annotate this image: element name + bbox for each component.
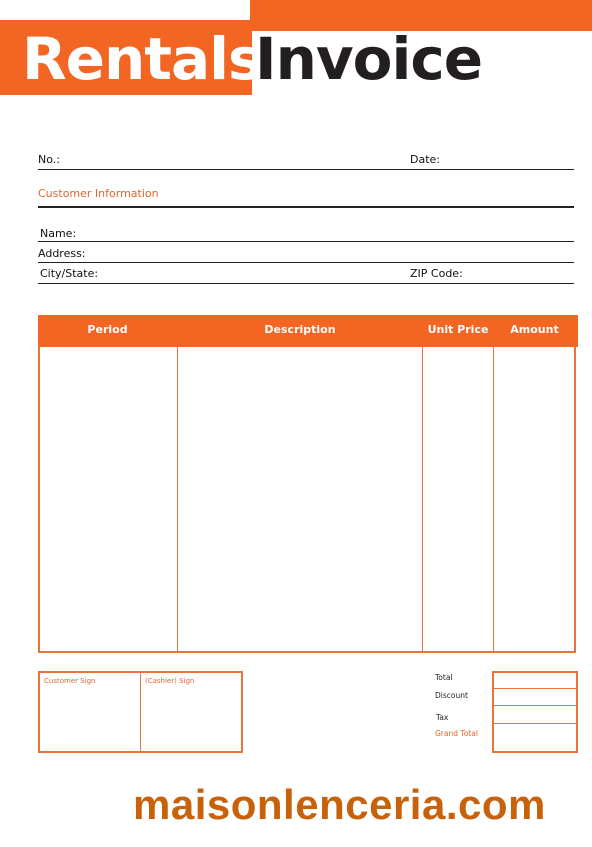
city-state-label: City/State:	[40, 267, 99, 280]
customer-info-divider	[38, 206, 574, 208]
customer-sign-area[interactable]	[41, 688, 138, 750]
title-rentals: Rentals	[22, 25, 262, 93]
discount-label: Discount	[435, 691, 468, 700]
address-label: Address:	[38, 247, 86, 260]
grand-total-label: Grand Total	[435, 729, 478, 738]
cashier-sign-label: (Cashier) Sign	[145, 677, 195, 685]
col-period: Period	[87, 323, 128, 336]
total-value-field[interactable]	[494, 673, 576, 688]
col-description: Description	[264, 323, 336, 336]
zip-label: ZIP Code:	[410, 267, 463, 280]
city-zip-line[interactable]	[38, 283, 574, 284]
title-invoice: Invoice	[255, 25, 483, 93]
amount-cell[interactable]	[495, 348, 575, 652]
tax-value-field[interactable]	[494, 706, 576, 723]
cashier-sign-area[interactable]	[142, 688, 240, 750]
signature-divider	[140, 673, 141, 751]
no-date-line[interactable]	[38, 169, 574, 170]
discount-value-field[interactable]	[494, 689, 576, 705]
col-divider-2	[422, 347, 423, 653]
address-line[interactable]	[38, 262, 574, 263]
unit-price-cell[interactable]	[424, 348, 492, 652]
tax-label: Tax	[436, 713, 449, 722]
name-label: Name:	[40, 227, 77, 240]
customer-info-heading: Customer Information	[38, 187, 159, 200]
description-cell[interactable]	[179, 348, 421, 652]
col-divider-1	[177, 347, 178, 653]
customer-sign-label: Customer Sign	[44, 677, 96, 685]
period-cell[interactable]	[40, 348, 176, 652]
grand-total-value-field[interactable]	[494, 724, 576, 751]
col-unit-price: Unit Price	[427, 323, 489, 336]
col-divider-3	[493, 347, 494, 653]
col-amount: Amount	[510, 323, 559, 336]
no-label: No.:	[38, 153, 60, 166]
date-label: Date:	[410, 153, 440, 166]
name-line[interactable]	[38, 241, 574, 242]
brand-watermark: maisonlenceria.com	[133, 781, 546, 828]
total-label: Total	[435, 673, 453, 682]
